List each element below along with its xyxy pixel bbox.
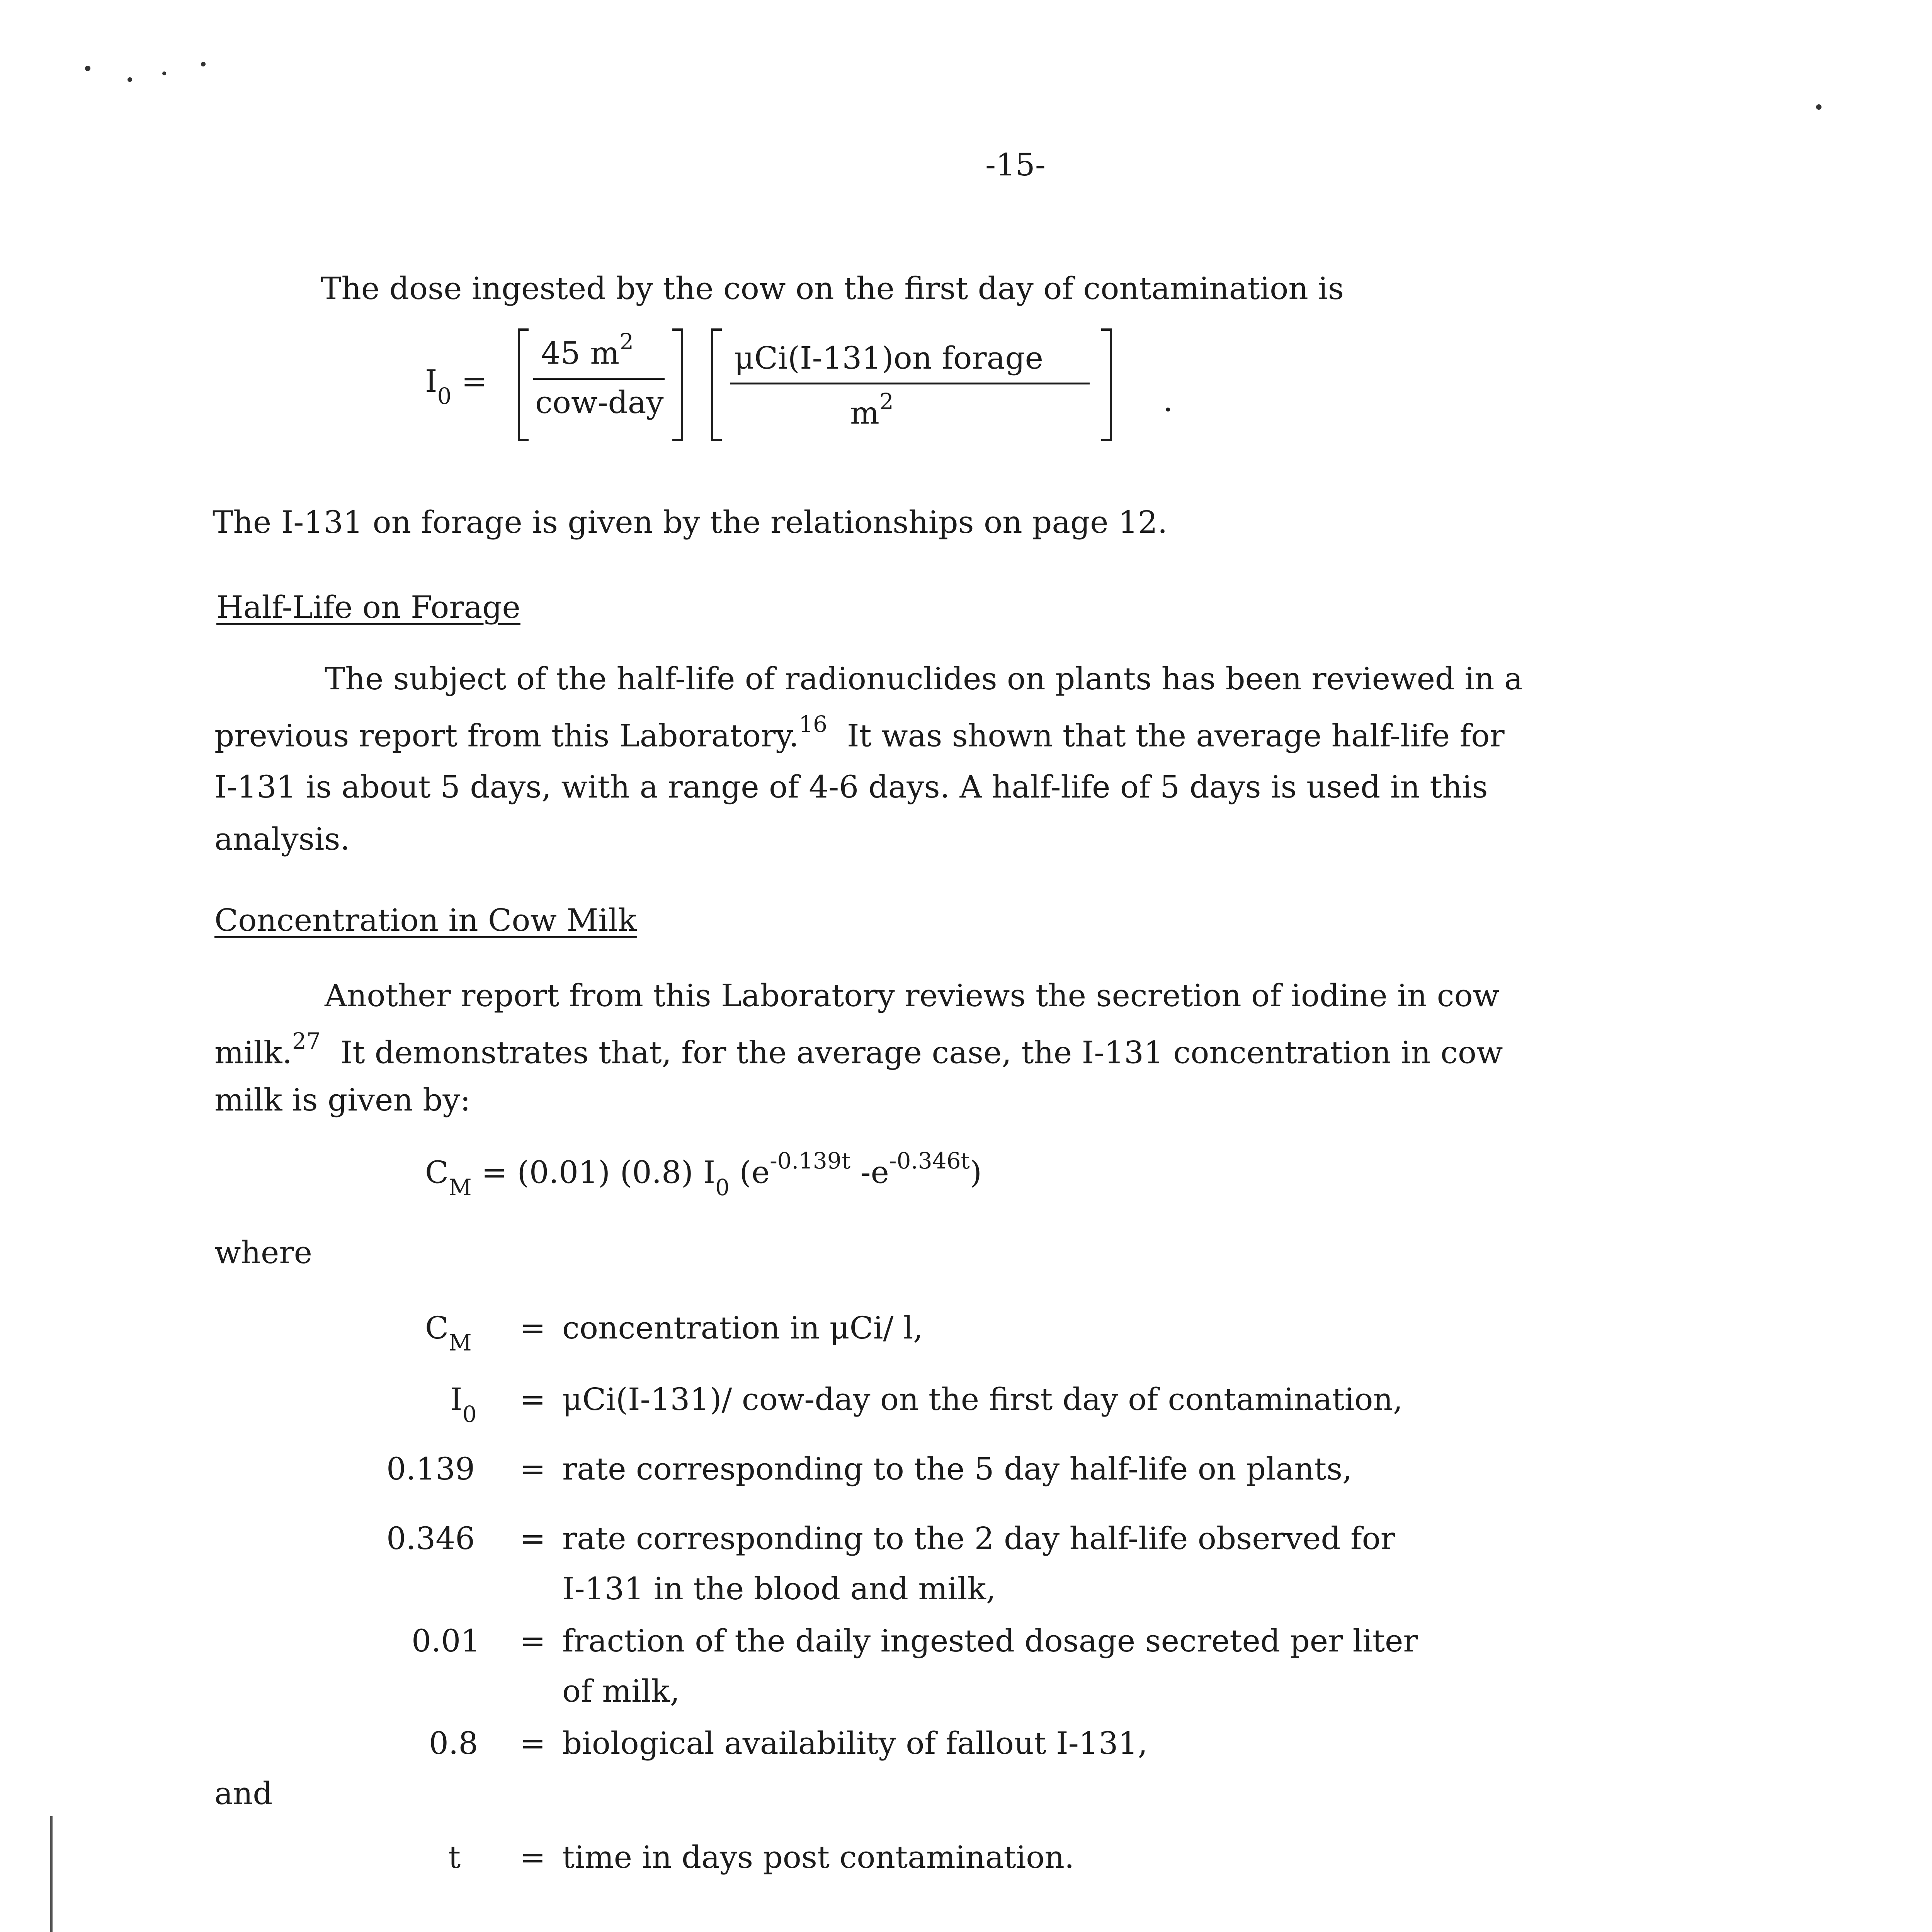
section-heading-concentration: Concentration in Cow Milk bbox=[214, 902, 637, 938]
paragraph-line: Another report from this Laboratory reviews the secretion of iodine in cow bbox=[325, 978, 1500, 1014]
def-equals: = bbox=[520, 1839, 546, 1875]
eq1-bracket-right-2 bbox=[1101, 328, 1112, 441]
page-number: -15- bbox=[985, 147, 1046, 183]
def-text: concentration in μCi/ l, bbox=[562, 1310, 923, 1346]
scan-speck bbox=[1816, 104, 1821, 110]
def-symbol: 0.8 bbox=[429, 1725, 478, 1761]
def-symbol: t bbox=[448, 1839, 461, 1875]
where-label: where bbox=[214, 1235, 312, 1270]
def-equals: = bbox=[520, 1623, 546, 1659]
equation-milk-concentration: $C_M = (0.01)$ (0.8) $I_0$ ($e^{-0.139t}$ $-e^{-0.346t}$) bbox=[425, 1148, 982, 1201]
eq1-bracket-left-2 bbox=[711, 328, 722, 441]
section-heading-half-life: Half-Life on Forage bbox=[216, 589, 520, 625]
scan-speck bbox=[128, 77, 132, 82]
scan-speck bbox=[85, 66, 90, 71]
intro-sentence: The dose ingested by the cow on the first day of contamination is bbox=[321, 270, 1344, 306]
def-text-cont: I-131 in the blood and milk, bbox=[562, 1571, 996, 1607]
def-text: μCi(I-131)/ cow-day on the first day of contamination, bbox=[562, 1381, 1403, 1417]
and-label: and bbox=[214, 1776, 273, 1811]
eq1-frac2-line bbox=[730, 383, 1090, 384]
eq1-frac1-num: 45 $m^2$ bbox=[541, 328, 634, 371]
def-equals: = bbox=[520, 1725, 546, 1761]
def-symbol: $I_0$ bbox=[450, 1381, 477, 1427]
eq1-lhs: $I_0$ = bbox=[425, 363, 487, 409]
def-text: biological availability of fallout I-131, bbox=[562, 1725, 1148, 1761]
eq1-bracket-right-1 bbox=[672, 328, 683, 441]
def-text: fraction of the daily ingested dosage secreted per liter bbox=[562, 1623, 1418, 1659]
paragraph-line: I-131 is about 5 days, with a range of 4-6 days. A half-life of 5 days is used in this bbox=[214, 769, 1488, 805]
footnote-ref: 27 bbox=[292, 1028, 321, 1054]
def-text: rate corresponding to the 2 day half-life observed for bbox=[562, 1520, 1395, 1556]
def-equals: = bbox=[520, 1451, 546, 1487]
scan-speck bbox=[162, 71, 166, 75]
def-symbol: $C_M$ bbox=[425, 1310, 472, 1356]
def-text-cont: of milk, bbox=[562, 1673, 680, 1709]
forage-line: The I-131 on forage is given by the relationships on page 12. bbox=[213, 504, 1168, 540]
def-text: rate corresponding to the 5 day half-life on plants, bbox=[562, 1451, 1352, 1487]
eq1-frac1-den: cow-day bbox=[535, 384, 664, 420]
eq1-frac2-den: $m^2$ bbox=[850, 388, 894, 431]
left-scan-edge bbox=[50, 1816, 53, 1932]
def-symbol: 0.346 bbox=[386, 1520, 475, 1556]
def-symbol: 0.139 bbox=[386, 1451, 475, 1487]
def-text: time in days post contamination. bbox=[562, 1839, 1075, 1875]
def-equals: = bbox=[520, 1310, 546, 1346]
paragraph-line: The subject of the half-life of radionuclides on plants has been reviewed in a bbox=[325, 661, 1523, 697]
scan-speck bbox=[201, 62, 206, 66]
def-symbol: 0.01 bbox=[412, 1623, 481, 1659]
def-equals: = bbox=[520, 1381, 546, 1417]
eq1-period: . bbox=[1163, 383, 1173, 418]
eq1-frac2-num: μCi(I-131)on forage bbox=[734, 340, 1043, 376]
paragraph-line: previous report from this Laboratory.$^{16}$ It was shown that the average half-life for bbox=[214, 711, 1505, 754]
paragraph-line: milk is given by: bbox=[214, 1082, 471, 1118]
eq1-bracket-left-1 bbox=[518, 328, 529, 441]
eq1-frac1-line bbox=[533, 378, 665, 380]
footnote-ref: 16 bbox=[799, 711, 828, 737]
paragraph-line: analysis. bbox=[214, 821, 350, 857]
def-equals: = bbox=[520, 1520, 546, 1556]
paragraph-line: milk.$^{27}$ It demonstrates that, for the average case, the I-131 concentration in cow bbox=[214, 1028, 1503, 1071]
